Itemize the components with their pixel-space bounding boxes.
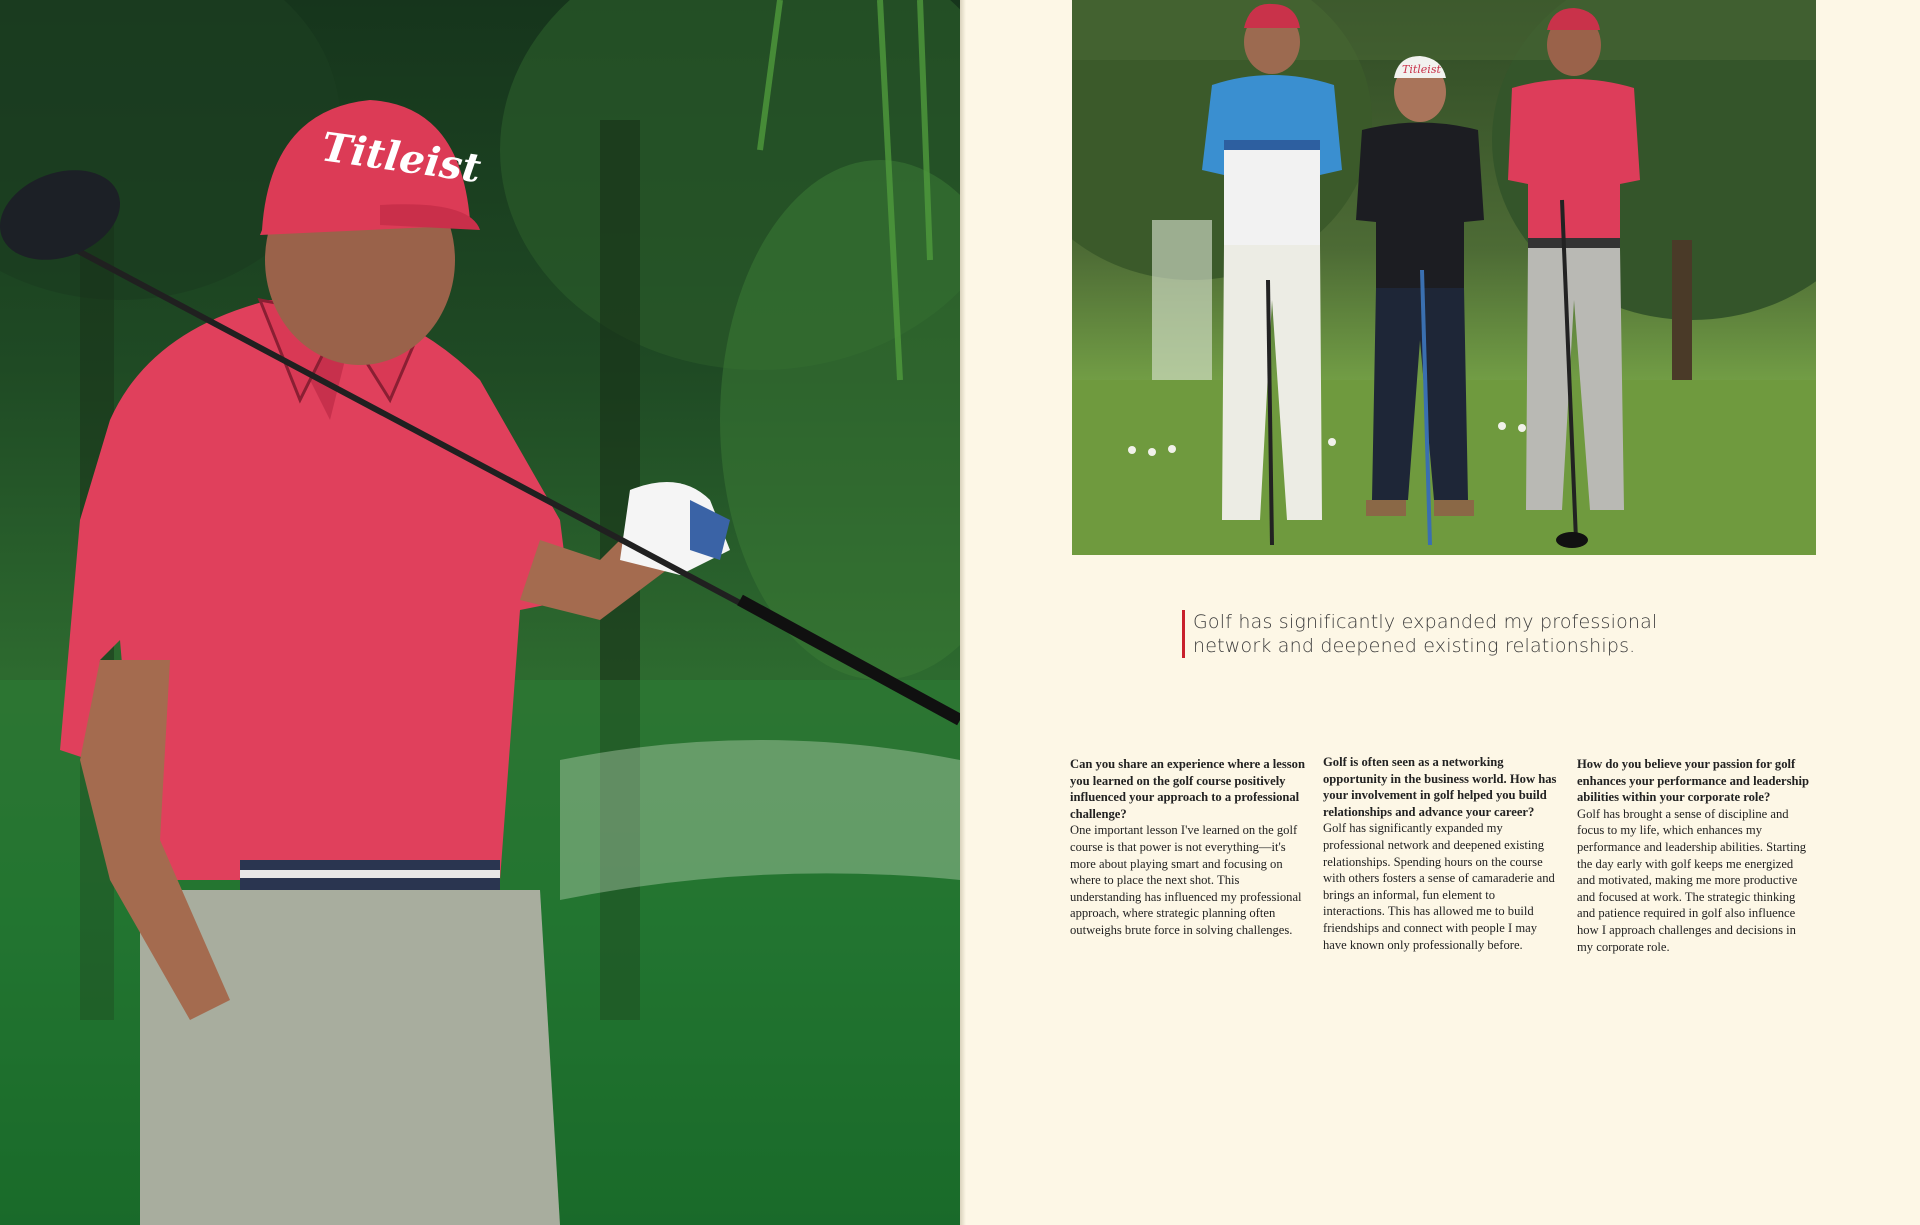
right-page bbox=[966, 0, 1920, 1225]
qa-answer: Golf has significantly expanded my professional network and deepened existing relationships. Spending hours on the course with others fosters a sense of camaraderie and brings an informal, fun element to interactions. This has allowed me to build friendships and connect with people I may have known only professionally before. bbox=[1323, 821, 1555, 952]
qa-question: Golf is often seen as a networking opportunity in the business world. How has your involvement in golf helped you build relationships and advance your career? bbox=[1323, 755, 1557, 819]
group-photo bbox=[1072, 0, 1816, 555]
three-golfers-illustration bbox=[1072, 0, 1816, 555]
middle-cap-logo-text: Titleist bbox=[1402, 63, 1441, 76]
qa-question: Can you share an experience where a lesson you learned on the golf course positively influenced your approach to a professional challenge? bbox=[1070, 757, 1305, 821]
qa-column-3 bbox=[1577, 756, 1813, 955]
cap-logo-text: Titleist bbox=[318, 123, 484, 193]
qa-answer: One important lesson I've learned on the golf course is that power is not everything—it's more about playing smart and focusing on where to place the next shot. This understanding has influenced my professional approach, where strategic planning often outweighs brute force in solving challenges. bbox=[1070, 823, 1302, 937]
pull-quote: Golf has significantly expanded my professional network and deepened existing relationships. bbox=[1182, 610, 1713, 658]
qa-column-1 bbox=[1070, 756, 1306, 939]
qa-question: How do you believe your passion for golf enhances your performance and leadership abilities within your corporate role? bbox=[1577, 757, 1810, 805]
qa-answer: Golf has brought a sense of discipline and focus to my life, which enhances my performance and leadership abilities. Starting the day early with golf keeps me energized and motivated, making me more productive and focused at work. The strategic thinking and patience required in golf also influence how I approach challenges and decisions in my corporate role. bbox=[1577, 806, 1807, 954]
qa-column-2 bbox=[1323, 754, 1559, 953]
